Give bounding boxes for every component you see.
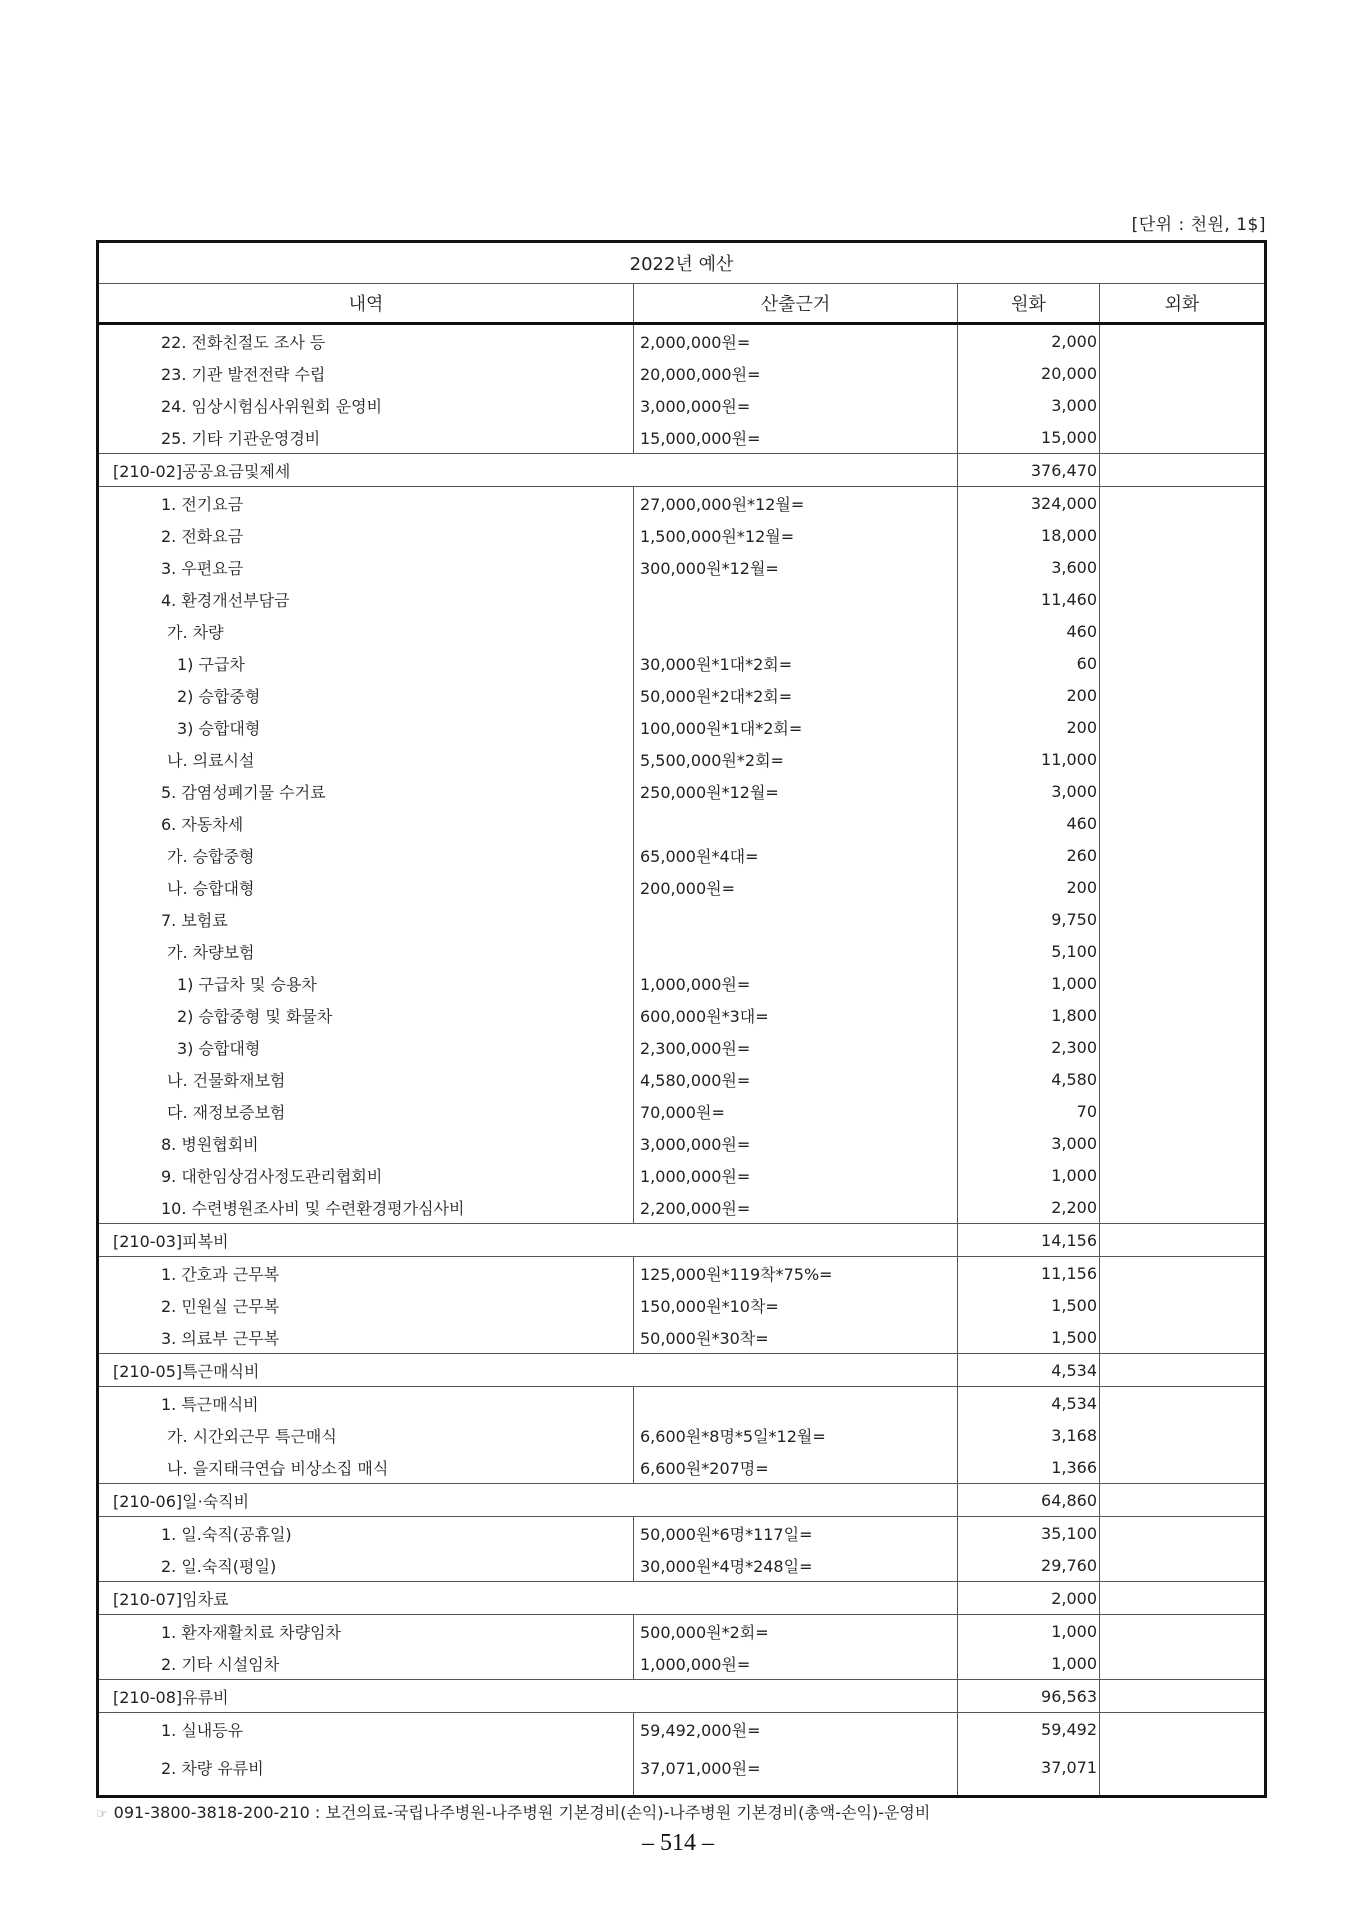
item-name: 나. 승합대형 (98, 871, 634, 903)
item-name: 가. 시간외근무 특근매식 (98, 1419, 634, 1451)
item-foreign (1100, 1647, 1266, 1680)
item-krw: 3,600 (958, 551, 1100, 583)
item-basis: 50,000원*6명*117일= (634, 1517, 958, 1550)
item-name: 다. 재정보증보험 (98, 1095, 634, 1127)
table-row (98, 775, 1266, 807)
item-foreign (1100, 1615, 1266, 1648)
item-basis (634, 903, 958, 935)
table-row (98, 1031, 1266, 1063)
item-name: 나. 건물화재보험 (98, 1063, 634, 1095)
item-name: 나. 을지태극연습 비상소집 매식 (98, 1451, 634, 1484)
item-basis: 500,000원*2회= (634, 1615, 958, 1648)
item-foreign (1100, 679, 1266, 711)
item-name: 2. 전화요금 (98, 519, 634, 551)
table-row (98, 743, 1266, 775)
section-row (98, 1354, 1266, 1387)
item-basis: 600,000원*3대= (634, 999, 958, 1031)
section-row (98, 1484, 1266, 1517)
item-krw: 70 (958, 1095, 1100, 1127)
item-foreign (1100, 807, 1266, 839)
item-foreign (1100, 615, 1266, 647)
item-name: 6. 자동차세 (98, 807, 634, 839)
table-row (98, 679, 1266, 711)
section-row (98, 454, 1266, 487)
section-name: [210-06]일·숙직비 (98, 1484, 958, 1517)
section-row (98, 1582, 1266, 1615)
item-name: 2. 민원실 근무복 (98, 1289, 634, 1321)
item-basis: 15,000,000원= (634, 421, 958, 454)
item-krw: 200 (958, 679, 1100, 711)
table-row (98, 324, 1266, 358)
item-name: 3) 승합대형 (98, 711, 634, 743)
item-basis (634, 807, 958, 839)
header-description: 내역 (98, 284, 634, 324)
item-krw: 1,000 (958, 1159, 1100, 1191)
item-name: 2) 승합중형 (98, 679, 634, 711)
item-krw: 460 (958, 615, 1100, 647)
table-row (98, 583, 1266, 615)
table-row (98, 389, 1266, 421)
item-basis: 50,000원*30착= (634, 1321, 958, 1354)
table-row (98, 1745, 1266, 1797)
table-row (98, 1321, 1266, 1354)
item-name: 5. 감염성폐기물 수거료 (98, 775, 634, 807)
item-krw: 11,156 (958, 1257, 1100, 1290)
item-basis: 20,000,000원= (634, 357, 958, 389)
item-krw: 29,760 (958, 1549, 1100, 1582)
item-foreign (1100, 839, 1266, 871)
table-row (98, 967, 1266, 999)
item-foreign (1100, 743, 1266, 775)
item-name: 1) 구급차 및 승용차 (98, 967, 634, 999)
item-basis: 50,000원*2대*2회= (634, 679, 958, 711)
item-name: 8. 병원협회비 (98, 1127, 634, 1159)
table-body (98, 324, 1266, 1797)
item-basis: 300,000원*12월= (634, 551, 958, 583)
item-name: 2. 일.숙직(평일) (98, 1549, 634, 1582)
item-foreign (1100, 711, 1266, 743)
item-basis (634, 935, 958, 967)
item-krw: 1,500 (958, 1289, 1100, 1321)
table-row (98, 1063, 1266, 1095)
item-foreign (1100, 1419, 1266, 1451)
item-name: 23. 기관 발전전략 수립 (98, 357, 634, 389)
item-basis (634, 615, 958, 647)
item-krw: 1,000 (958, 967, 1100, 999)
section-krw: 64,860 (958, 1484, 1100, 1517)
table-row (98, 1095, 1266, 1127)
item-basis: 3,000,000원= (634, 389, 958, 421)
item-krw: 1,500 (958, 1321, 1100, 1354)
item-krw: 2,300 (958, 1031, 1100, 1063)
item-name: 2) 승합중형 및 화물차 (98, 999, 634, 1031)
item-foreign (1100, 421, 1266, 454)
page-number: – 514 – (642, 1830, 714, 1856)
item-foreign (1100, 1321, 1266, 1354)
item-basis: 5,500,000원*2회= (634, 743, 958, 775)
item-krw: 4,580 (958, 1063, 1100, 1095)
table-row (98, 903, 1266, 935)
table-header-row (98, 284, 1266, 324)
item-name: 3) 승합대형 (98, 1031, 634, 1063)
item-krw: 59,492 (958, 1713, 1100, 1746)
item-krw: 60 (958, 647, 1100, 679)
item-foreign (1100, 1451, 1266, 1484)
header-foreign: 외화 (1100, 284, 1266, 324)
item-foreign (1100, 389, 1266, 421)
item-foreign (1100, 324, 1266, 358)
table-row (98, 1713, 1266, 1746)
item-krw: 1,800 (958, 999, 1100, 1031)
section-row (98, 1680, 1266, 1713)
item-name: 10. 수련병원조사비 및 수련환경평가심사비 (98, 1191, 634, 1224)
item-foreign (1100, 519, 1266, 551)
item-basis: 30,000원*4명*248일= (634, 1549, 958, 1582)
section-foreign (1100, 454, 1266, 487)
table-row (98, 1257, 1266, 1290)
item-krw: 1,000 (958, 1647, 1100, 1680)
item-name: 1. 간호과 근무복 (98, 1257, 634, 1290)
item-krw: 5,100 (958, 935, 1100, 967)
section-name: [210-03]피복비 (98, 1224, 958, 1257)
item-name: 1. 환자재활치료 차량임차 (98, 1615, 634, 1648)
table-row (98, 615, 1266, 647)
table-row (98, 487, 1266, 520)
header-basis: 산출근거 (634, 284, 958, 324)
item-krw: 11,460 (958, 583, 1100, 615)
table-row (98, 807, 1266, 839)
item-basis: 1,000,000원= (634, 1159, 958, 1191)
item-foreign (1100, 647, 1266, 679)
table-row (98, 421, 1266, 454)
item-basis (634, 583, 958, 615)
item-foreign (1100, 967, 1266, 999)
table-title: 2022년 예산 (98, 242, 1266, 284)
item-foreign (1100, 551, 1266, 583)
item-foreign (1100, 775, 1266, 807)
table-row (98, 1387, 1266, 1420)
item-krw: 20,000 (958, 357, 1100, 389)
item-basis: 6,600원*8명*5일*12월= (634, 1419, 958, 1451)
item-foreign (1100, 1159, 1266, 1191)
item-name: 나. 의료시설 (98, 743, 634, 775)
item-foreign (1100, 1257, 1266, 1290)
item-krw: 324,000 (958, 487, 1100, 520)
section-row (98, 1224, 1266, 1257)
item-basis: 27,000,000원*12월= (634, 487, 958, 520)
section-name: [210-05]특근매식비 (98, 1354, 958, 1387)
section-foreign (1100, 1680, 1266, 1713)
item-krw: 18,000 (958, 519, 1100, 551)
item-krw: 4,534 (958, 1387, 1100, 1420)
item-krw: 35,100 (958, 1517, 1100, 1550)
table-row (98, 647, 1266, 679)
table-row (98, 1191, 1266, 1224)
item-name: 4. 환경개선부담금 (98, 583, 634, 615)
table-row (98, 1615, 1266, 1648)
table-row (98, 871, 1266, 903)
table-title-row (98, 242, 1266, 284)
table-row (98, 1419, 1266, 1451)
item-basis: 1,000,000원= (634, 1647, 958, 1680)
item-basis: 100,000원*1대*2회= (634, 711, 958, 743)
item-foreign (1100, 999, 1266, 1031)
section-krw: 376,470 (958, 454, 1100, 487)
item-basis: 65,000원*4대= (634, 839, 958, 871)
item-basis: 59,492,000원= (634, 1713, 958, 1746)
item-krw: 3,168 (958, 1419, 1100, 1451)
item-basis: 70,000원= (634, 1095, 958, 1127)
item-basis (634, 1387, 958, 1420)
item-foreign (1100, 903, 1266, 935)
item-name: 1. 실내등유 (98, 1713, 634, 1746)
item-name: 가. 승합중형 (98, 839, 634, 871)
section-name: [210-08]유류비 (98, 1680, 958, 1713)
item-foreign (1100, 1063, 1266, 1095)
table-row (98, 1127, 1266, 1159)
item-basis: 200,000원= (634, 871, 958, 903)
section-name: [210-07]임차료 (98, 1582, 958, 1615)
item-basis: 150,000원*10착= (634, 1289, 958, 1321)
footnote (96, 1800, 930, 1823)
table-row (98, 711, 1266, 743)
table-row (98, 839, 1266, 871)
item-foreign (1100, 1095, 1266, 1127)
item-name: 3. 우편요금 (98, 551, 634, 583)
item-krw: 460 (958, 807, 1100, 839)
table-row (98, 1159, 1266, 1191)
item-name: 1. 전기요금 (98, 487, 634, 520)
footnote-text: 091-3800-3818-200-210 : 보건의료-국립나주병원-나주병원 기본경비(손익)-나주병원 기본경비(총액-손익)-운영비 (113, 1803, 931, 1822)
item-krw: 2,000 (958, 324, 1100, 358)
item-name: 7. 보험료 (98, 903, 634, 935)
item-name: 24. 임상시험심사위원회 운영비 (98, 389, 634, 421)
pointing-hand-icon: ☞ (96, 1807, 108, 1822)
item-basis: 30,000원*1대*2회= (634, 647, 958, 679)
item-name: 9. 대한임상검사정도관리협회비 (98, 1159, 634, 1191)
item-basis: 125,000원*119착*75%= (634, 1257, 958, 1290)
item-basis: 2,300,000원= (634, 1031, 958, 1063)
item-krw: 200 (958, 871, 1100, 903)
item-name: 2. 기타 시설임차 (98, 1647, 634, 1680)
item-basis: 250,000원*12월= (634, 775, 958, 807)
item-foreign (1100, 583, 1266, 615)
table-row (98, 519, 1266, 551)
item-basis: 1,500,000원*12월= (634, 519, 958, 551)
item-krw: 200 (958, 711, 1100, 743)
table-row (98, 357, 1266, 389)
section-foreign (1100, 1354, 1266, 1387)
item-basis: 6,600원*207명= (634, 1451, 958, 1484)
item-foreign (1100, 357, 1266, 389)
item-foreign (1100, 1127, 1266, 1159)
item-krw: 260 (958, 839, 1100, 871)
item-name: 1. 일.숙직(공휴일) (98, 1517, 634, 1550)
section-name: [210-02]공공요금및제세 (98, 454, 958, 487)
section-foreign (1100, 1224, 1266, 1257)
item-krw: 3,000 (958, 389, 1100, 421)
item-krw: 3,000 (958, 775, 1100, 807)
item-basis: 1,000,000원= (634, 967, 958, 999)
item-foreign (1100, 1517, 1266, 1550)
section-krw: 96,563 (958, 1680, 1100, 1713)
item-name: 2. 차량 유류비 (98, 1745, 634, 1797)
section-krw: 4,534 (958, 1354, 1100, 1387)
section-foreign (1100, 1582, 1266, 1615)
item-name: 25. 기타 기관운영경비 (98, 421, 634, 454)
item-name: 3. 의료부 근무복 (98, 1321, 634, 1354)
item-foreign (1100, 935, 1266, 967)
item-foreign (1100, 1191, 1266, 1224)
item-name: 1) 구급차 (98, 647, 634, 679)
table-row (98, 999, 1266, 1031)
table-row (98, 1517, 1266, 1550)
item-basis: 2,000,000원= (634, 324, 958, 358)
item-foreign (1100, 1549, 1266, 1582)
unit-label: [단위 : 천원, 1$] (1131, 215, 1266, 235)
table-row (98, 1289, 1266, 1321)
table-row (98, 1647, 1266, 1680)
item-basis: 2,200,000원= (634, 1191, 958, 1224)
item-name: 가. 차량 (98, 615, 634, 647)
table-row (98, 1549, 1266, 1582)
section-foreign (1100, 1484, 1266, 1517)
item-foreign (1100, 1289, 1266, 1321)
item-foreign (1100, 1713, 1266, 1746)
item-name: 가. 차량보험 (98, 935, 634, 967)
item-krw: 1,366 (958, 1451, 1100, 1484)
budget-table (96, 240, 1267, 1798)
item-krw: 11,000 (958, 743, 1100, 775)
item-foreign (1100, 1387, 1266, 1420)
item-foreign (1100, 871, 1266, 903)
section-krw: 2,000 (958, 1582, 1100, 1615)
item-krw: 15,000 (958, 421, 1100, 454)
item-krw: 3,000 (958, 1127, 1100, 1159)
item-foreign (1100, 1031, 1266, 1063)
table-row (98, 935, 1266, 967)
item-name: 1. 특근매식비 (98, 1387, 634, 1420)
table-row (98, 551, 1266, 583)
item-basis: 4,580,000원= (634, 1063, 958, 1095)
item-krw: 2,200 (958, 1191, 1100, 1224)
item-krw: 37,071 (958, 1745, 1100, 1797)
section-krw: 14,156 (958, 1224, 1100, 1257)
item-krw: 9,750 (958, 903, 1100, 935)
table-row (98, 1451, 1266, 1484)
item-basis: 3,000,000원= (634, 1127, 958, 1159)
item-foreign (1100, 487, 1266, 520)
header-krw: 원화 (958, 284, 1100, 324)
item-name: 22. 전화친절도 조사 등 (98, 324, 634, 358)
item-basis: 37,071,000원= (634, 1745, 958, 1797)
item-foreign (1100, 1745, 1266, 1797)
item-krw: 1,000 (958, 1615, 1100, 1648)
